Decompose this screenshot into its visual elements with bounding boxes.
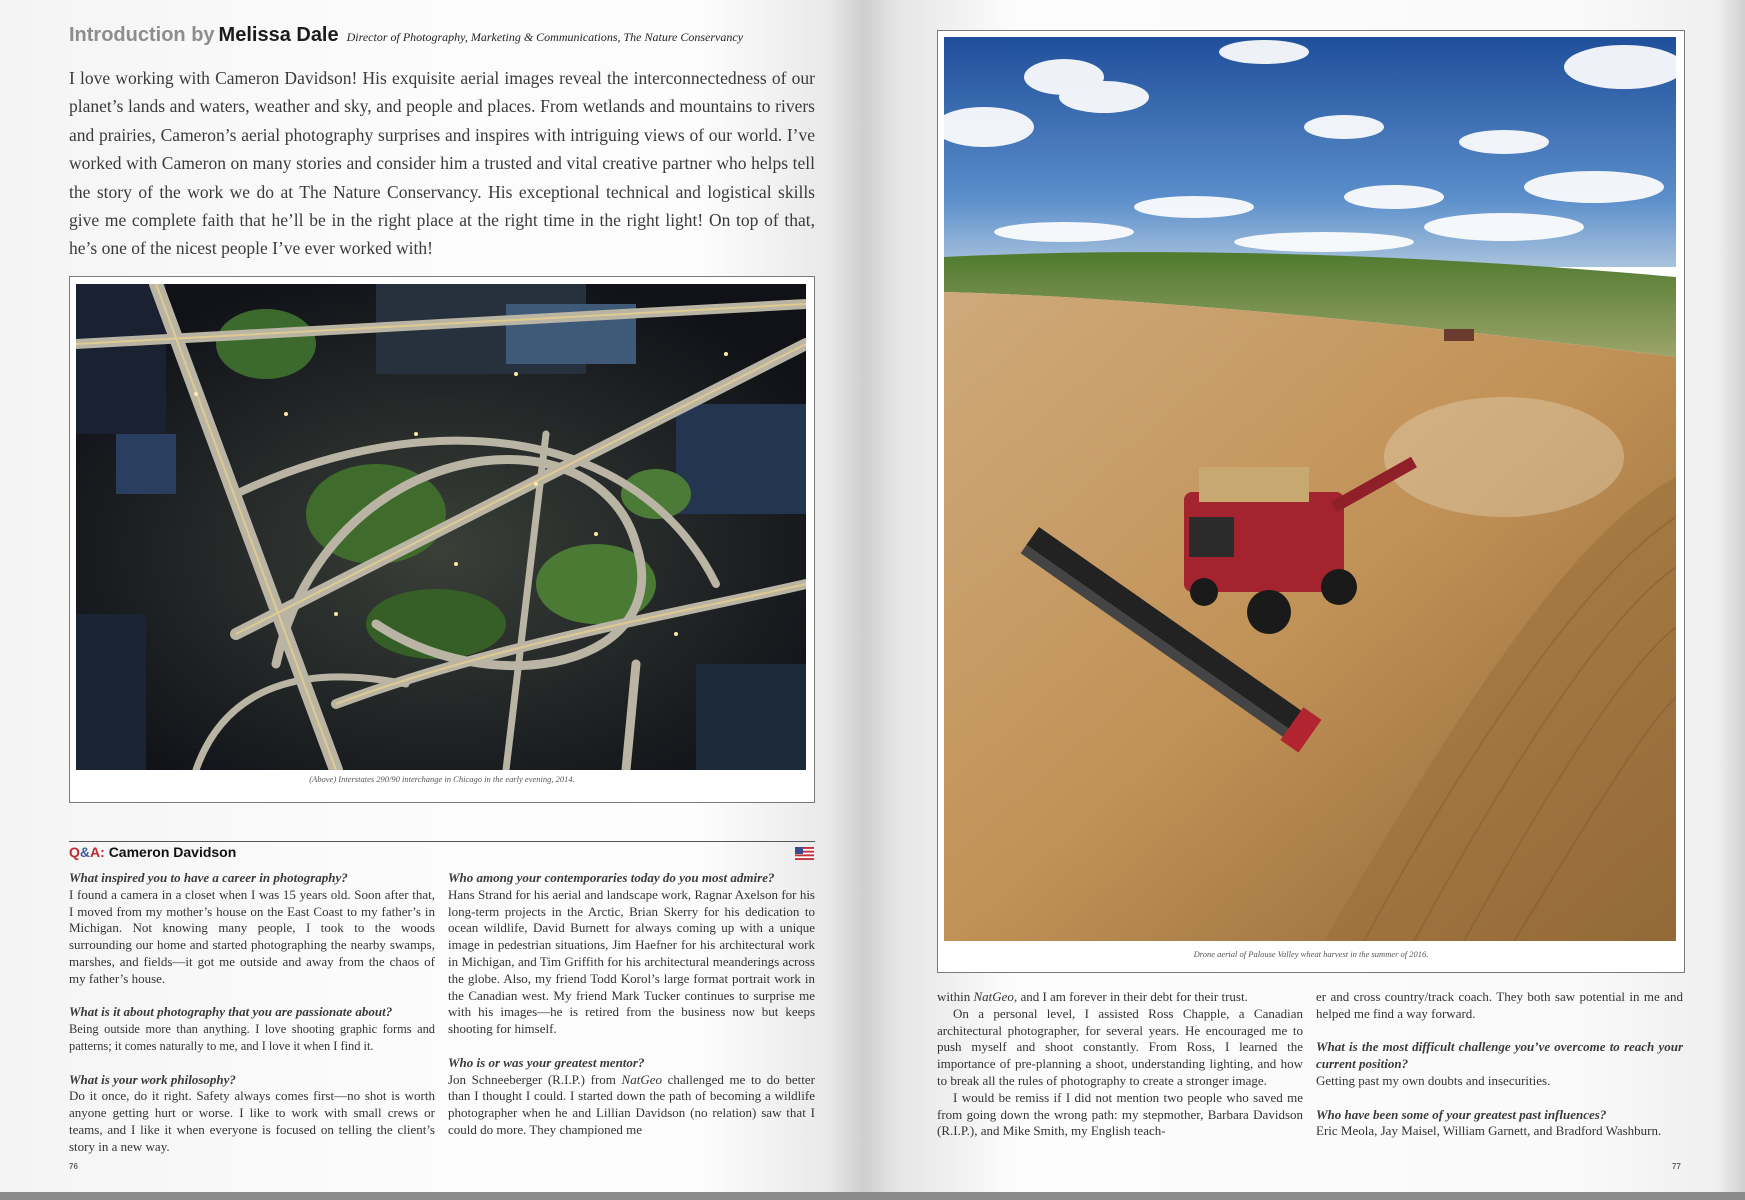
intro-author-name: Melissa Dale [218,24,339,46]
chicago-photo-caption: (Above) Interstates 290/90 interchange in Chicago in the early evening, 2014. [309,774,575,784]
qa-question: Who among your contemporaries today do you most admire? [448,870,775,885]
qa-subject-name: Cameron Davidson [108,844,237,860]
qa-answer: Do it once, do it right. Safety always comes first—no shot is worth anyone getting hurt or worse. I like to work with small crews or teams, and I like it when everyone is focused on telling the client’s story in a new way. [69,1088,435,1154]
qa-answer: within NatGeo, and I am forever in their debt for their trust. [937,989,1248,1004]
qa-ampersand: & [79,844,91,860]
qa-question: What is your work philosophy? [69,1071,236,1087]
qa-column-4 [1316,989,1683,1140]
harvest-photo-frame [937,30,1685,973]
qa-question: Who is or was your greatest mentor? [448,1054,645,1070]
qa-q-letter: Q [69,844,80,860]
chicago-photo-frame [69,276,815,803]
qa-answer: er and cross country/track coach. They both saw potential in me and helped me find a way forward. [1316,989,1683,1021]
qa-answer: On a personal level, I assisted Ross Chapple, a Canadian architectural photographer, for several years. He encouraged me to push myself and shoot constantly. From Ross, I learned the importance of pre-planning a shoot, understanding lighting, and how to break all the rules of photography to create a stronger image. [937,1005,1303,1088]
page-number: 77 [1672,1162,1681,1171]
right-page [872,0,1745,1192]
qa-column-3 [937,989,1303,1140]
intro-label: Introduction by [69,24,215,46]
qa-answer: Being outside more than anything. I love shooting graphic forms and patterns; it comes naturally to me, and I love it when I find it. [69,1022,435,1053]
qa-column-2 [448,870,815,1139]
qa-answer: Jon Schneeberger (R.I.P.) from NatGeo challenged me to do better than I thought I could. I started down the path of becoming a wildlife photographer when he and Lillian Davidson (no relation) saw that I could do more. They championed me [448,1071,815,1137]
page-edge-shadow [1717,0,1745,1192]
page-number: 76 [69,1162,78,1171]
left-page [0,0,872,1192]
palouse-harvest-photo [944,37,1676,941]
bottom-edge [0,1192,1745,1200]
intro-heading [69,24,815,47]
qa-question: What is the most difficult challenge you’ve overcome to reach your current position? [1316,1039,1683,1072]
qa-answer: Hans Strand for his aerial and landscape work, Ragnar Axelson for his long-term projects in the Arctic, Brian Skerry for his dedication to ocean wildlife, David Burnett for always coming up with a unique image in pedestrian situations, Jim Haefner for his architectural work in Michigan, and Tim Griffith for his architectural meanderings across the globe. Also, my friend Todd Korol’s large format portrait work in the Canadian west. My friend Mark Tucker continues to surprise me with his images—he is retired from the business now but keeps shooting for himself. [448,886,815,1037]
harvest-photo-caption: Drone aerial of Palouse Valley wheat harvest in the summer of 2016. [1193,949,1429,959]
qa-question: What is it about photography that you are passionate about? [69,1004,393,1020]
qa-answer: I found a camera in a closet when I was 15 years old. Soon after that, I moved from my mother’s house on the East Coast to my father’s in Michigan. Not knowing many people, I took to the woods surrounding our home and started photographing the nearby swamps, marshes, and fields—it got me outside and away from the chaos of my father’s house. [69,886,435,986]
us-flag-icon [795,847,814,860]
qa-a-letter: A: [90,844,105,860]
qa-column-1 [69,870,435,1156]
qa-question: Who have been some of your greatest past influences? [1316,1106,1607,1122]
qa-question: What inspired you to have a career in photography? [69,870,348,885]
qa-answer: Eric Meola, Jay Maisel, William Garnett, and Bradford Washburn. [1316,1123,1662,1139]
qa-heading [69,844,236,860]
chicago-interchange-photo [76,284,806,770]
intro-author-title: Director of Photography, Marketing & Communications, The Nature Conservancy [346,30,744,44]
intro-body-text: I love working with Cameron Davidson! His exquisite aerial images reveal the interconnectedness of our planet’s lands and waters, weather and sky, and people and places. From wetlands and mountains to rivers and prairies, Cameron’s aerial photography surprises and inspires with intriguing views of our world. I’ve worked with Cameron on many stories and consider him a trusted and vital creative partner who helps tell the story of the work we do at The Nature Conservancy. His exceptional technical and logistical skills give me complete faith that he’ll be in the right place at the right time in the right light! On top of that, he’s one of the nicest people I’ve ever worked with! [69,68,815,259]
qa-answer: Getting past my own doubts and insecurities. [1316,1072,1551,1088]
qa-divider [69,841,815,842]
qa-answer: I would be remiss if I did not mention two people who saved me from going down the wrong path: my stepmother, Barbara Davidson (R.I.P.), and Mike Smith, my English teach- [937,1089,1303,1139]
